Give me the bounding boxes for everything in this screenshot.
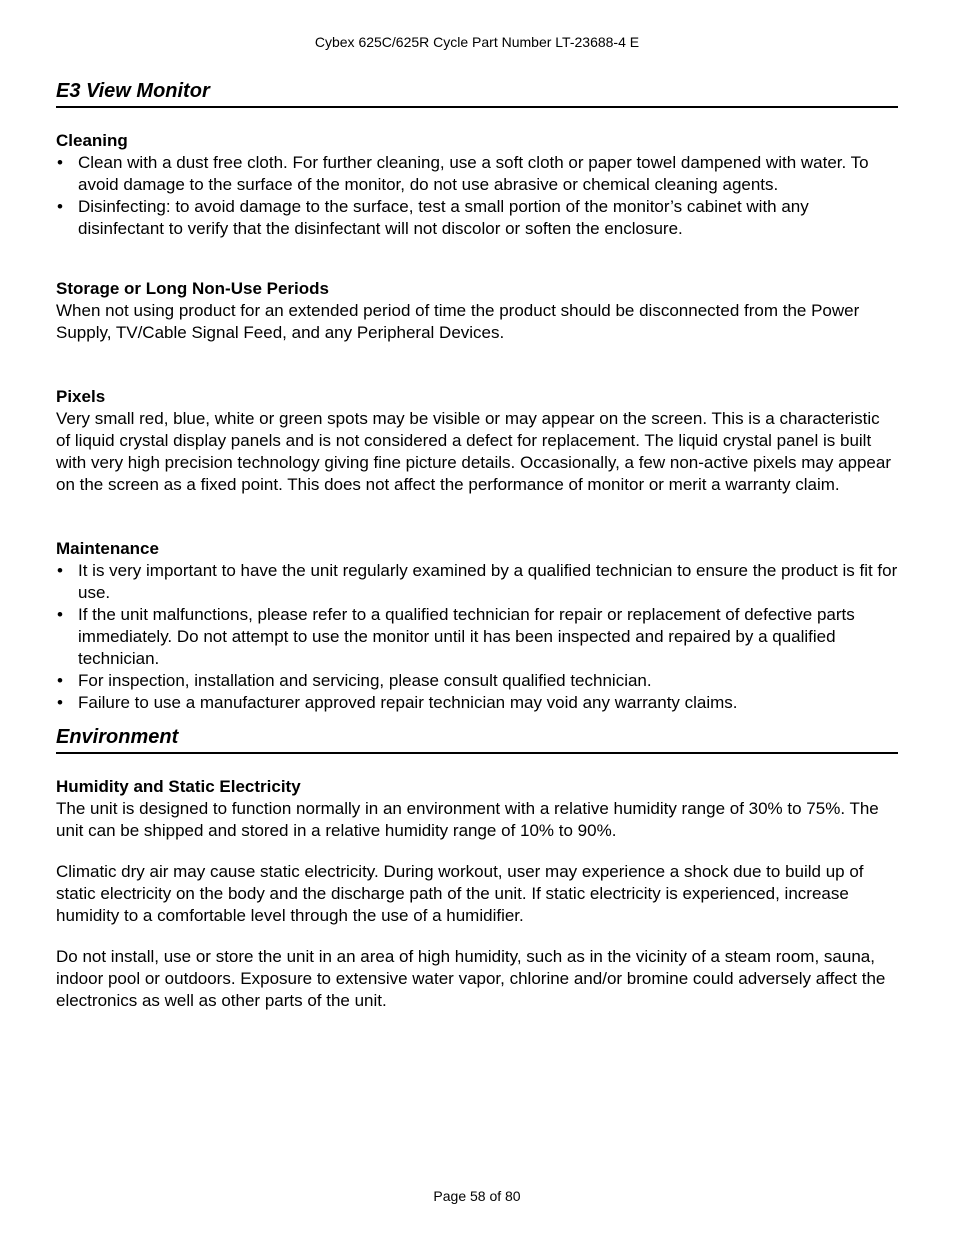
section-title-e3-view-monitor: E3 View Monitor — [56, 78, 898, 108]
list-item-text: If the unit malfunctions, please refer to a qualified technician for repair or replacement of defective parts immediately. Do not attempt to use the monitor until it has been inspected and repaired by a qualified technician. — [78, 605, 855, 668]
storage-text: When not using product for an extended period of time the product should be disconnected from the Power Supply, TV/Cable Signal Feed, and any Peripheral Devices. — [56, 301, 860, 342]
humidity-paragraph: The unit is designed to function normally in an environment with a relative humidity range of 30% to 75%. The unit can be shipped and stored in a relative humidity range of 10% to 90%. — [56, 799, 879, 840]
list-item-text: Clean with a dust free cloth. For further cleaning, use a soft cloth or paper towel dampened with water. To avoid damage to the surface of the monitor, do not use abrasive or chemical cleaning agents. — [78, 153, 869, 194]
list-item — [56, 196, 898, 240]
pixels-text: Very small red, blue, white or green spots may be visible or may appear on the screen. This is a characteristic of liquid crystal display panels and is not considered a defect for replacement. The liquid crystal panel is built with very high precision technology giving fine picture details. Occasionally, a few non-active pixels may appear on the screen as a fixed point. This does not affect the performance of monitor or merit a warranty claim. — [56, 409, 892, 494]
list-item — [56, 692, 898, 714]
page-content — [56, 78, 898, 1012]
static-electricity-paragraph: Climatic dry air may cause static electricity. During workout, user may experience a shock due to build up of static electricity on the body and the discharge path of the unit. If static electricity is experienced, increase humidity to a comfortable level through the use of a humidifier. — [56, 862, 864, 925]
list-item — [56, 670, 898, 692]
list-item-text: It is very important to have the unit regularly examined by a qualified technician to ensure the product is fit for use. — [78, 561, 898, 602]
humidity-heading: Humidity and Static Electricity — [56, 777, 301, 796]
bullet-icon: • — [57, 605, 63, 624]
bullet-icon: • — [57, 693, 63, 712]
page-header: Cybex 625C/625R Cycle Part Number LT-23688-4 E — [314, 34, 640, 50]
bullet-icon: • — [57, 671, 63, 690]
storage-heading: Storage or Long Non-Use Periods — [56, 279, 329, 298]
list-item — [56, 560, 898, 604]
bullet-icon: • — [57, 153, 63, 172]
list-item-text: Disinfecting: to avoid damage to the surface, test a small portion of the monitor’s cabinet with any disinfectant to verify that the disinfectant will not discolor or soften the enclosure. — [78, 197, 809, 238]
high-humidity-paragraph: Do not install, use or store the unit in an area of high humidity, such as in the vicinity of a steam room, sauna, indoor pool or outdoors. Exposure to extensive water vapor, chlorine and/or bromine could adversely affect the electronics as well as other parts of the unit. — [56, 947, 886, 1010]
pixels-heading: Pixels — [56, 387, 106, 406]
bullet-icon: • — [57, 197, 63, 216]
section-title-environment: Environment — [56, 724, 898, 754]
list-item-text: Failure to use a manufacturer approved repair technician may void any warranty claims. — [78, 693, 738, 712]
bullet-icon: • — [57, 561, 63, 580]
cleaning-heading: Cleaning — [56, 131, 128, 150]
cleaning-list — [56, 152, 898, 240]
maintenance-list — [56, 560, 898, 714]
list-item-text: For inspection, installation and servicing, please consult qualified technician. — [78, 671, 652, 690]
maintenance-heading: Maintenance — [56, 539, 159, 558]
list-item — [56, 152, 898, 196]
page-footer: Page 58 of 80 — [433, 1188, 521, 1204]
list-item — [56, 604, 898, 670]
